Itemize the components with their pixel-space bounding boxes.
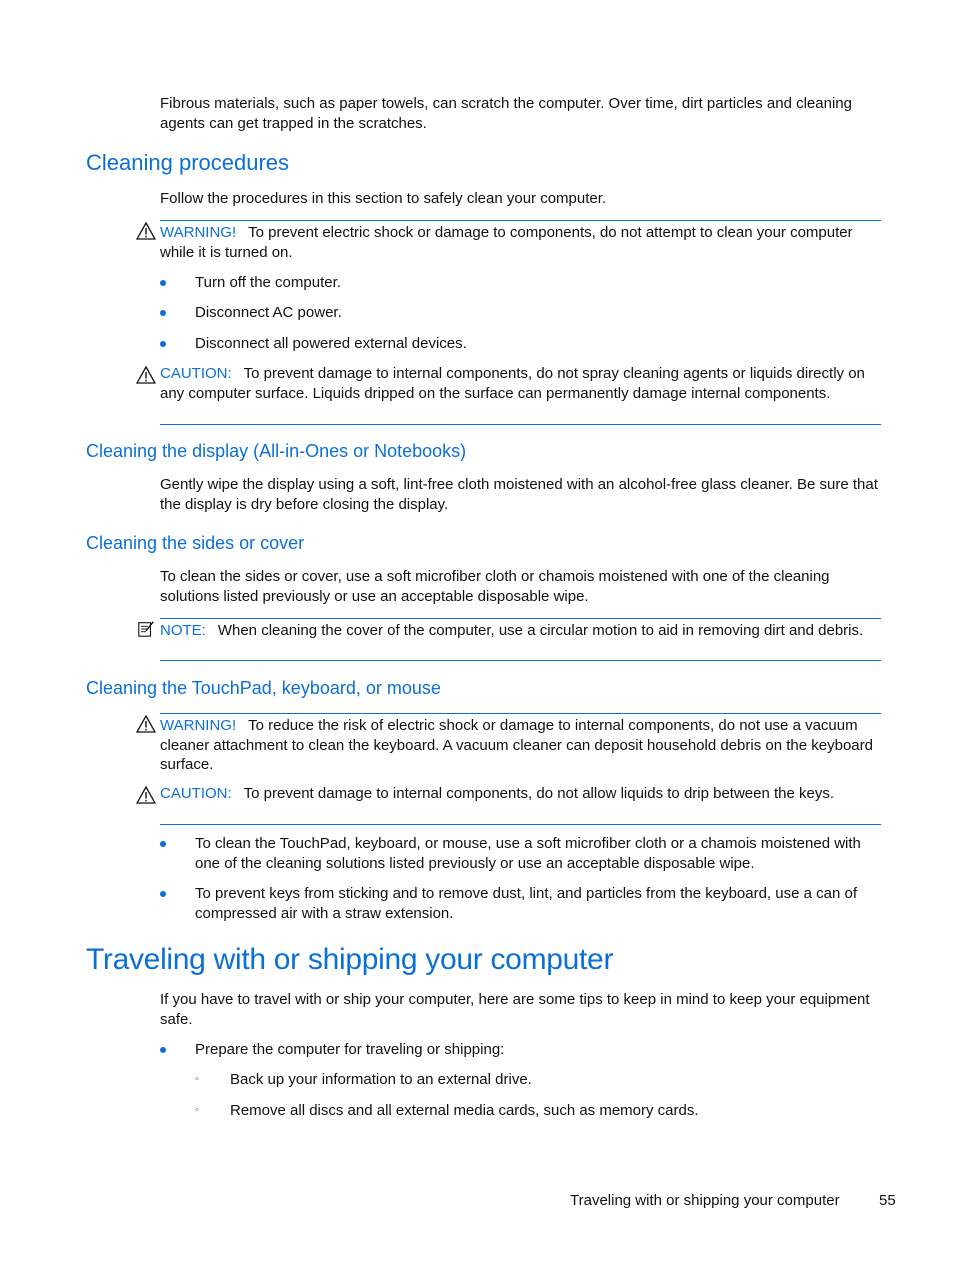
note-text: When cleaning the cover of the computer, use a circular motion to aid in removing dirt and debris.: [217, 622, 864, 639]
caution-icon: [136, 366, 156, 384]
sub-list-item-text: Remove all discs and all external media cards, such as memory cards.: [230, 1102, 699, 1119]
warning-label: WARNING!: [160, 224, 237, 241]
list-item-text: To clean the TouchPad, keyboard, or mouse, use a soft microfiber cloth or a chamois moistened with one of the cleaning solutions listed previously or use an acceptable disposable wipe.: [195, 835, 861, 872]
bullet-icon: [160, 280, 166, 286]
intro-paragraph: Fibrous materials, such as paper towels, can scratch the computer. Over time, dirt particles and cleaning agents can get trapped in the scratches.: [160, 95, 852, 132]
warning-label: WARNING!: [160, 717, 237, 734]
section-heading-display: Cleaning the display (All-in-Ones or Notebooks): [86, 441, 467, 461]
warning-text: To reduce the risk of electric shock or damage to internal components, do not use a vacuum cleaner attachment to clean the keyboard. A vacuum cleaner can deposit household debris on the keyboard surface.: [160, 717, 873, 773]
caution-text: To prevent damage to internal components, do not spray cleaning agents or liquids directly on any computer surface. Liquids dripped on the surface can permanently damage internal components.: [160, 365, 865, 402]
footer-title: Traveling with or shipping your computer: [570, 1192, 840, 1209]
bullet-icon: [160, 341, 166, 347]
list-item-text: Disconnect AC power.: [195, 304, 342, 321]
sub-list-item-text: Back up your information to an external drive.: [230, 1071, 532, 1088]
section-heading-sides: Cleaning the sides or cover: [86, 533, 305, 553]
caution-label: CAUTION:: [160, 785, 232, 802]
note-icon: [136, 620, 156, 638]
list-item-text: To prevent keys from sticking and to remove dust, lint, and particles from the keyboard, use a can of compressed air with a straw extension.: [195, 885, 857, 922]
sub-bullet-icon: ◦: [195, 1104, 199, 1116]
display-paragraph: Gently wipe the display using a soft, lint-free cloth moistened with an alcohol-free glass cleaner. Be sure that the display is dry before closing the display.: [160, 476, 878, 513]
caution-icon: [136, 786, 156, 804]
bullet-icon: [160, 841, 166, 847]
caution-notice-touchpad: [160, 782, 881, 825]
note-notice: [160, 618, 881, 661]
section-heading-cleaning-procedures: Cleaning procedures: [86, 150, 290, 175]
caution-notice: [160, 362, 881, 425]
section-heading-touchpad: Cleaning the TouchPad, keyboard, or mouse: [86, 678, 441, 698]
cleaning-procedures-intro: Follow the procedures in this section to safely clean your computer.: [160, 190, 607, 207]
caution-label: CAUTION:: [160, 365, 232, 382]
sides-paragraph: To clean the sides or cover, use a soft microfiber cloth or chamois moistened with one of the cleaning solutions listed previously or use an acceptable disposable wipe.: [160, 568, 830, 605]
list-item-text: Disconnect all powered external devices.: [195, 335, 467, 352]
bullet-icon: [160, 310, 166, 316]
bullet-icon: [160, 891, 166, 897]
sub-bullet-icon: ◦: [195, 1073, 199, 1085]
warning-notice: [160, 220, 881, 264]
list-item-text: Turn off the computer.: [195, 274, 341, 291]
warning-text: To prevent electric shock or damage to components, do not attempt to clean your computer while it is turned on.: [160, 224, 853, 261]
list-item-text: Prepare the computer for traveling or shipping:: [195, 1041, 505, 1058]
warning-notice-touchpad: [160, 713, 881, 777]
warning-icon: [136, 715, 156, 733]
traveling-paragraph: If you have to travel with or ship your computer, here are some tips to keep in mind to keep your equipment safe.: [160, 991, 870, 1028]
page-number: 55: [879, 1192, 896, 1209]
warning-icon: [136, 222, 156, 240]
chapter-heading-traveling: Traveling with or shipping your computer: [86, 943, 614, 976]
note-label: NOTE:: [160, 622, 206, 639]
bullet-icon: [160, 1047, 166, 1053]
caution-text: To prevent damage to internal components, do not allow liquids to drip between the keys.: [243, 785, 835, 802]
